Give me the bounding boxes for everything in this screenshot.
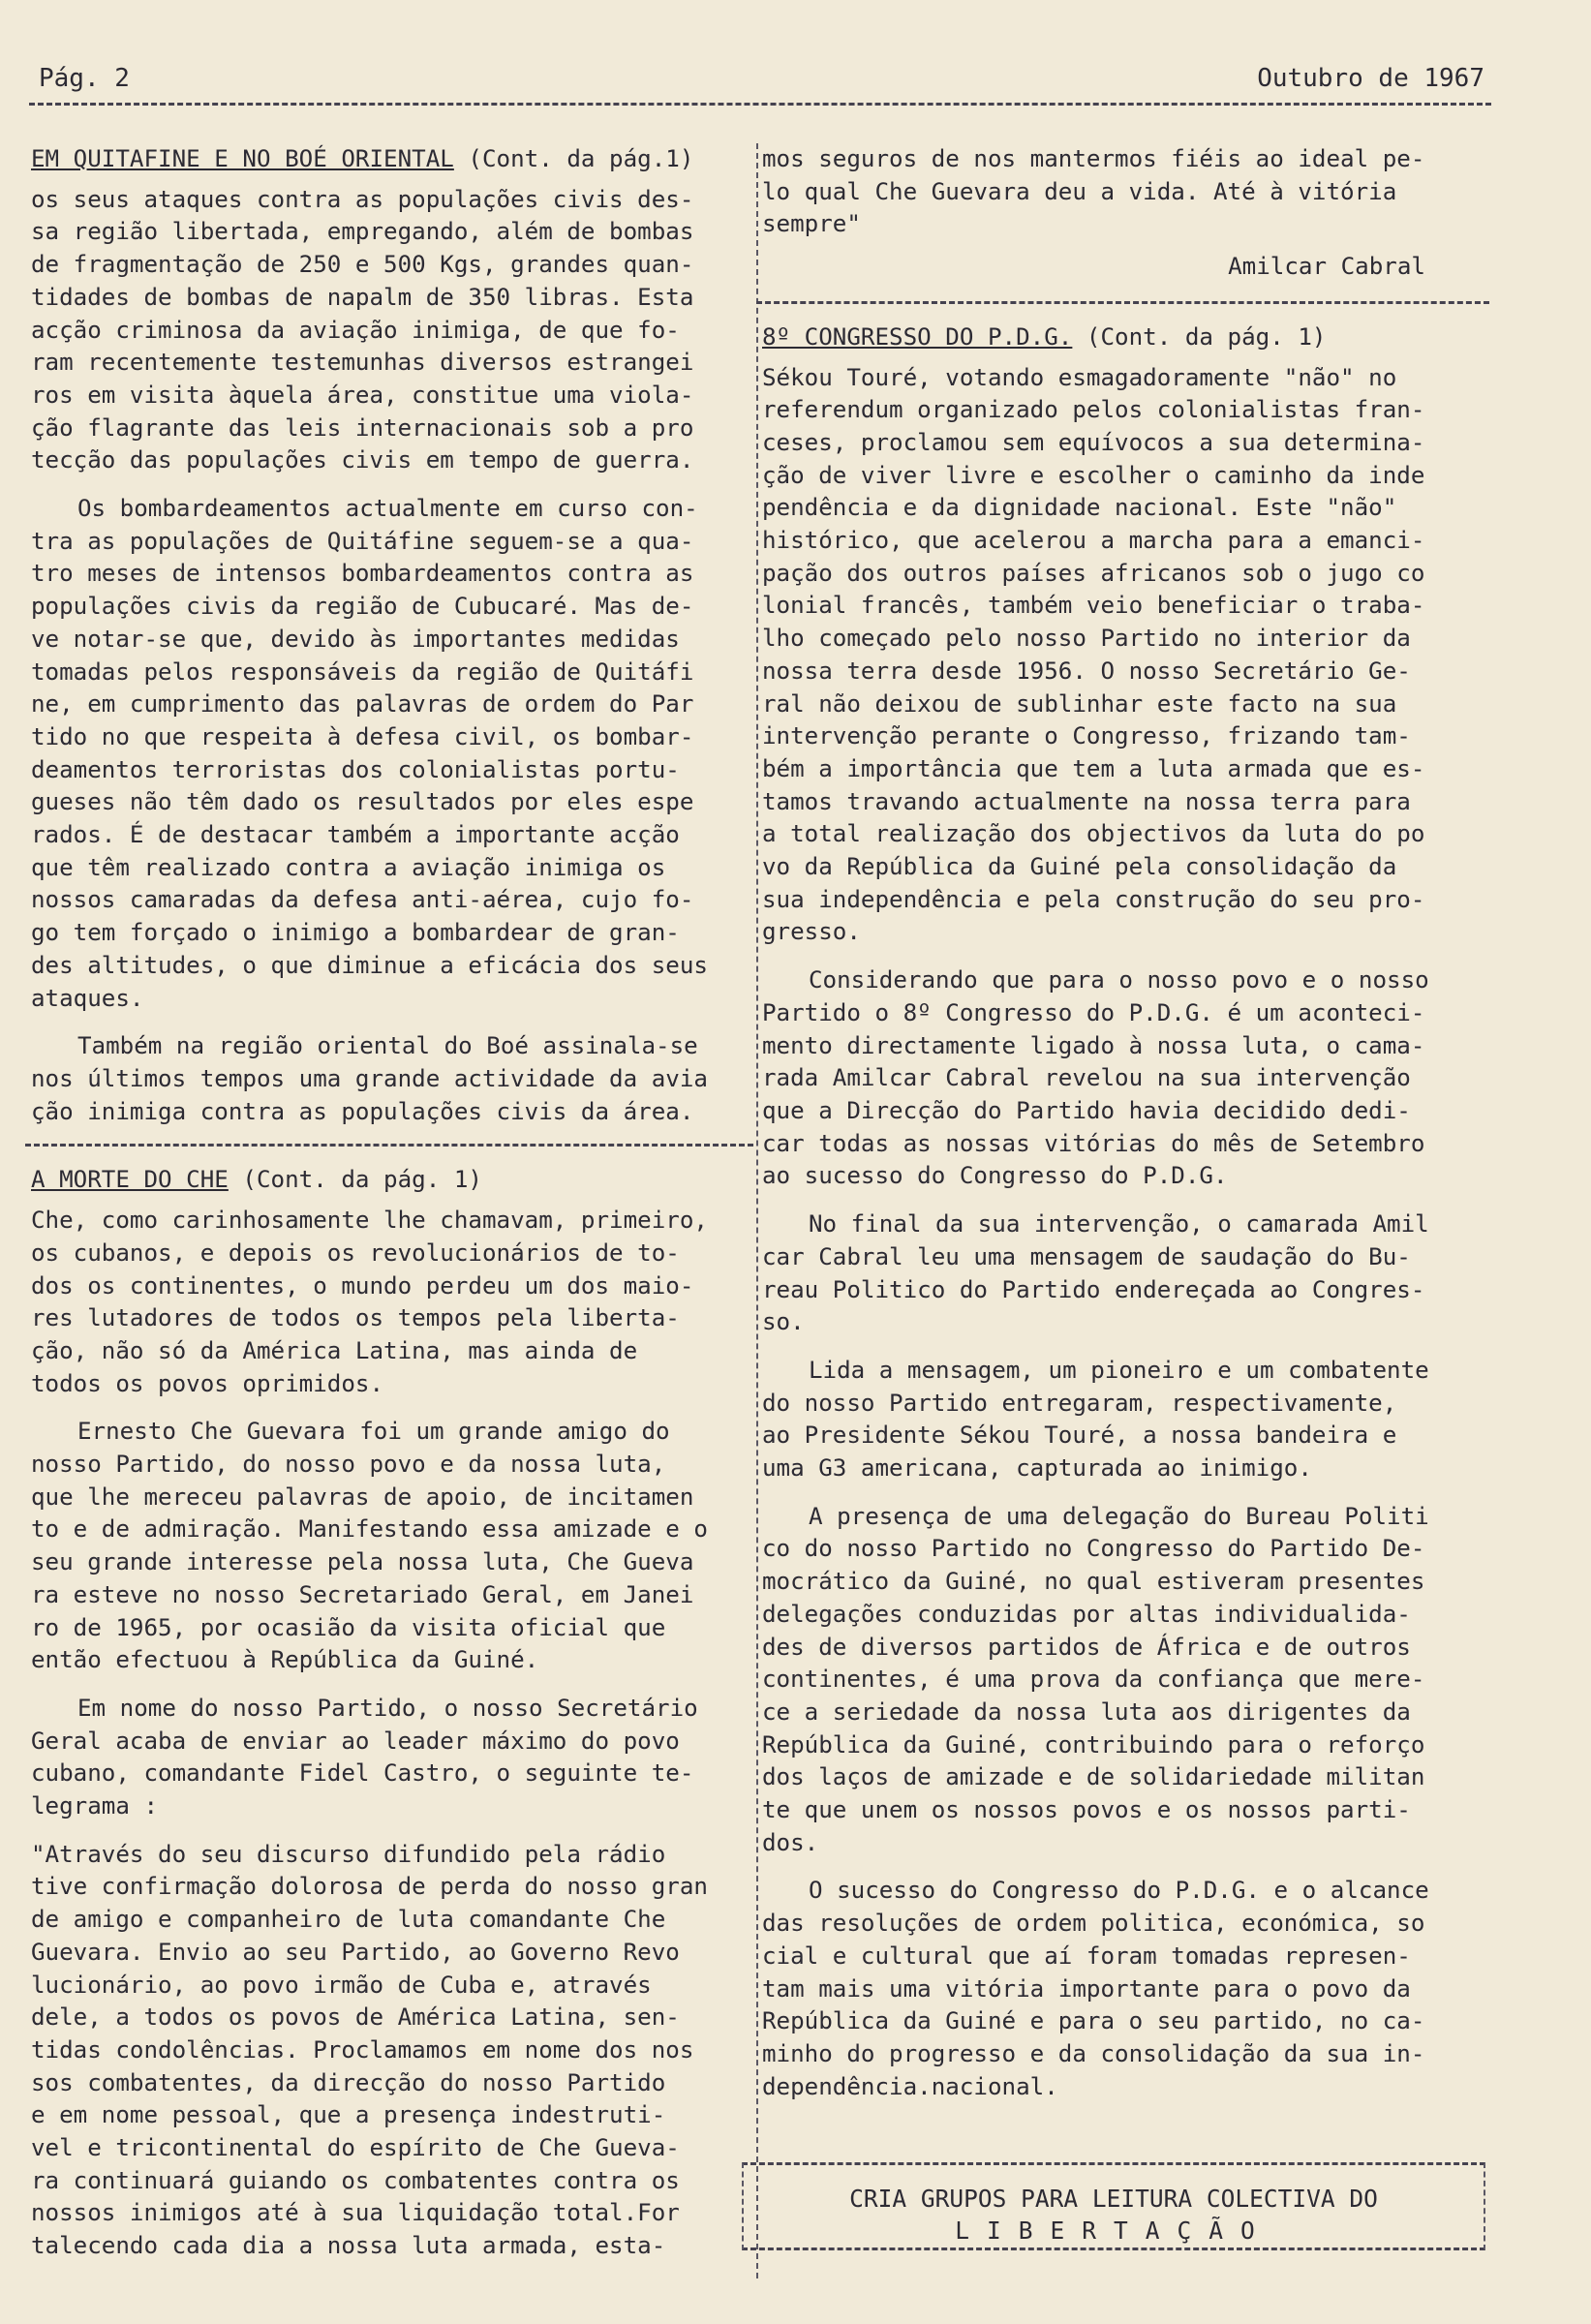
paragraph [762,964,1484,1193]
header-rule [29,103,1491,106]
text-line: lho começado pelo nosso Partido no interior da [762,625,1411,653]
article-title-congresso: 8º CONGRESSO DO P.D.G. (Cont. da pág. 1) [762,322,1327,351]
text-line: "Através do seu discurso difundido pela rádio [31,1840,666,1868]
text-line: nos últimos tempos uma grande actividade da avia [31,1064,708,1092]
text-line: cial e cultural que aí foram tomadas represen- [762,1942,1411,1970]
text-line: tomadas pelos responsáveis da região de Quitáfi [31,657,694,686]
text-line: gresso. [762,918,861,946]
text-line: tamos travando actualmente na nossa terra para [762,787,1411,815]
text-line: continentes, é uma prova da confiança que mere- [762,1666,1425,1694]
text-line: O sucesso do Congresso do P.D.G. e o alcance [809,1877,1429,1905]
text-line: car todas as nossas vitórias do mês de Setembro [762,1129,1425,1157]
text-line: ataques. [31,984,144,1012]
text-line: Também na região oriental do Boé assinala-se [77,1032,698,1060]
text-line: dos os continentes, o mundo perdeu um dos maio- [31,1271,694,1300]
text-line: dele, a todos os povos de América Latina, sen- [31,2003,680,2032]
text-line: República da Guiné e para o seu partido, no ca- [762,2007,1425,2035]
telegram-quote [31,1839,748,2263]
text-line: deamentos terroristas dos colonialistas portu- [31,755,680,783]
text-line: tra as populações de Quitáfine seguem-se a qua- [31,527,694,555]
text-line: tidades de bombas de napalm de 350 libras. Esta [31,283,694,311]
text-line: ção de viver livre e escolher o caminho da inde [762,461,1425,489]
column-divider [756,143,758,2278]
footer-notice-box [742,2162,1485,2250]
text-line: te que unem os nossos povos e os nossos parti- [762,1796,1411,1824]
text-line: car Cabral leu uma mensagem de saudação do Bu- [762,1242,1411,1270]
text-line: tecção das populações civis em tempo de guerra. [31,446,694,474]
text-line: Geral acaba de enviar ao leader máximo do povo [31,1727,680,1755]
text-line: Guevara. Envio ao seu Partido, ao Governo Revo [31,1938,680,1966]
text-line: seu grande interesse pela nossa luta, Che Gueva [31,1548,694,1576]
text-line: sempre" [762,210,861,238]
text-line: A presença de uma delegação do Bureau Politi [809,1502,1429,1530]
text-line: ção inimiga contra as populações civis da área. [31,1097,694,1125]
text-line: reau Politico do Partido endereçada ao Congres- [762,1275,1425,1303]
text-line: rada Amilcar Cabral revelou na sua intervenção [762,1064,1411,1092]
text-line: ceses, proclamou sem equívocos a sua determina- [762,428,1425,456]
text-line: pendência e da dignidade nacional. Este "não" [762,494,1397,522]
paragraph [31,1693,748,1823]
text-line: que a Direcção do Partido havia decidido dedi- [762,1096,1411,1124]
text-line: mos seguros de nos mantermos fiéis ao ideal pe- [762,145,1425,172]
paragraph [762,362,1484,950]
text-line: to e de admiração. Manifestando essa amizade e o [31,1515,708,1544]
text-line: talecendo cada dia a nossa luta armada, esta- [31,2232,666,2260]
text-line: tam mais uma vitória importante para o povo da [762,1974,1411,2003]
text-line: Considerando que para o nosso povo e o nosso [809,966,1429,994]
text-line: os seus ataques contra as populações civis des- [31,185,694,213]
paragraph [31,184,748,477]
text-line: sa região libertada, empregando, além de bombas [31,218,694,246]
article-title-che: A MORTE DO CHE (Cont. da pág. 1) [31,1166,482,1194]
text-line: nosso Partido, do nosso povo e da nossa luta, [31,1451,666,1479]
text-line: lo qual Che Guevara deu a vida. Até à vitória [762,177,1397,205]
text-line: tro meses de intensos bombardeamentos contra as [31,560,694,588]
text-line: vo da República da Guiné pela consolidação da [762,853,1397,881]
text-line: referendum organizado pelos colonialistas fran- [762,396,1425,424]
text-line: gueses não têm dado os resultados por eles espe [31,788,694,816]
text-line: co do nosso Partido no Congresso do Partido De- [762,1535,1425,1563]
text-line: acção criminosa da aviação inimiga, de que fo- [31,316,680,344]
left-column [31,143,748,2278]
text-line: populações civis da região de Cubucaré. Mas de- [31,593,694,621]
text-line: cubano, comandante Fidel Castro, o seguinte te- [31,1759,694,1788]
text-line: sos combatentes, da direcção do nosso Partido [31,2068,666,2096]
text-line: intervenção perante o Congresso, frizando tam- [762,722,1411,750]
text-line: minho do progresso e da consolidação da sua in- [762,2039,1425,2067]
text-line: mocrático da Guiné, no qual estiveram presentes [762,1568,1425,1596]
paragraph [31,1416,748,1677]
text-line: ra continuará guiando os combatentes contra os [31,2166,680,2194]
text-line: legrama : [31,1792,159,1820]
text-line: que lhe mereceu palavras de apoio, de incitamen [31,1483,694,1511]
text-line: nossos camaradas da defesa anti-aérea, cujo fo- [31,886,694,914]
text-line: lucionário, ao povo irmão de Cuba e, através [31,1971,652,1999]
text-line: mento directamente ligado à nossa luta, o cama- [762,1031,1425,1059]
text-line: ce a seriedade da nossa luta aos dirigentes da [762,1697,1411,1726]
text-line: ro de 1965, por ocasião da visita oficial que [31,1613,666,1641]
text-line: rados. É de destacar também a importante acção [31,821,680,849]
text-line: então efectuou à República da Guiné. [31,1646,539,1674]
text-line: Ernesto Che Guevara foi um grande amigo do [77,1418,670,1446]
issue-date: Outubro de 1967 [1257,64,1484,93]
text-line: histórico, que acelerou a marcha para a emanci- [762,527,1425,555]
text-line: Partido o 8º Congresso do P.D.G. é um aconteci- [762,998,1425,1026]
section-rule [756,301,1489,304]
text-line: e em nome pessoal, que a presença indestruti- [31,2101,666,2129]
text-line: das resoluções de ordem politica, económica, so [762,1910,1425,1938]
text-line: todos os povos oprimidos. [31,1369,384,1397]
text-line: ção flagrante das leis internacionais sob a pro [31,413,694,442]
paragraph [762,1875,1484,2103]
paragraph [762,1501,1484,1860]
text-line: ao Presidente Sékou Touré, a nossa bandeira e [762,1422,1397,1450]
text-line: dependência.nacional. [762,2072,1058,2100]
text-line: República da Guiné, contribuindo para o reforço [762,1730,1425,1758]
text-line: a total realização dos objectivos da luta do po [762,820,1425,848]
text-line: ra esteve no nosso Secretariado Geral, em Janei [31,1580,694,1608]
text-line: des de diversos partidos de África e de outros [762,1633,1411,1661]
text-line: bém a importância que tem a luta armada que es- [762,754,1425,782]
text-line: Os bombardeamentos actualmente em curso con- [77,495,698,523]
text-line: dos. [762,1828,819,1856]
footer-notice-line: CRIA GRUPOS PARA LEITURA COLECTIVA DO [849,2185,1378,2213]
text-line: tido no que respeita à defesa civil, os bombar- [31,722,694,750]
section-rule [25,1144,753,1147]
text-line: vel e tricontinental do espírito de Che Gueva- [31,2134,680,2162]
footer-notice-title: LIBERTAÇÃO [955,2217,1272,2245]
text-line: ção, não só da América Latina, mas ainda de [31,1336,638,1364]
text-line: sua independência e pela construção do seu pro- [762,885,1425,913]
text-line: pação dos outros países africanos sob o jugo co [762,559,1425,587]
text-line: ros em visita àquela área, constitue uma viola- [31,381,694,409]
text-line: tive confirmação dolorosa de perda do nosso gran [31,1873,708,1901]
telegram-quote-end [762,143,1484,241]
text-line: so. [762,1308,805,1336]
paragraph [762,1208,1484,1339]
text-line: res lutadores de todos os tempos pela liberta- [31,1304,680,1332]
paragraph [762,1355,1484,1485]
text-line: de fragmentação de 250 e 500 Kgs, grandes quan- [31,251,694,279]
text-line: que têm realizado contra a aviação inimiga os [31,853,666,881]
text-line: ao sucesso do Congresso do P.D.G. [762,1162,1228,1190]
signature: Amilcar Cabral [1228,253,1425,281]
text-line: go tem forçado o inimigo a bombardear de gran- [31,919,680,947]
text-line: Lida a mensagem, um pioneiro e um combatente [809,1356,1429,1384]
text-line: No final da sua intervenção, o camarada Amil [809,1210,1429,1238]
text-line: dos laços de amizade e de solidariedade militan [762,1763,1425,1791]
text-line: ral não deixou de sublinhar este facto na sua [762,689,1397,718]
text-line: Sékou Touré, votando esmagadoramente "não" no [762,363,1397,391]
article-title-quitafine: EM QUITAFINE E NO BOÉ ORIENTAL (Cont. da pág.1) [31,145,694,172]
text-line: ve notar-se que, devido às importantes medidas [31,625,680,653]
page-number: Pág. 2 [39,64,130,93]
right-column [762,143,1484,2119]
text-line: uma G3 americana, capturada ao inimigo. [762,1454,1312,1483]
paragraph [31,493,748,1015]
text-line: des altitudes, o que diminue a eficácia dos seus [31,951,708,979]
text-line: Em nome do nosso Partido, o nosso Secretário [77,1694,698,1722]
text-line: delegações conduzidas por altas individualida- [762,1600,1411,1628]
text-line: ne, em cumprimento das palavras de ordem do Par [31,690,694,719]
text-line: de amigo e companheiro de luta comandante Che [31,1906,666,1934]
text-line: os cubanos, e depois os revolucionários de to- [31,1238,680,1267]
text-line: ram recentemente testemunhas diversos estrangei [31,349,694,377]
paragraph [31,1030,748,1128]
text-line: do nosso Partido entregaram, respectivamente, [762,1389,1397,1417]
text-line: tidas condolências. Proclamamos em nome dos nos [31,2035,694,2064]
text-line: Che, como carinhosamente lhe chamavam, primeiro, [31,1207,708,1235]
paragraph [31,1205,748,1400]
text-line: lonial francês, também veio beneficiar o traba- [762,592,1425,620]
text-line: nossos inimigos até à sua liquidação total.For [31,2199,680,2227]
text-line: nossa terra desde 1956. O nosso Secretário Ge- [762,657,1411,685]
